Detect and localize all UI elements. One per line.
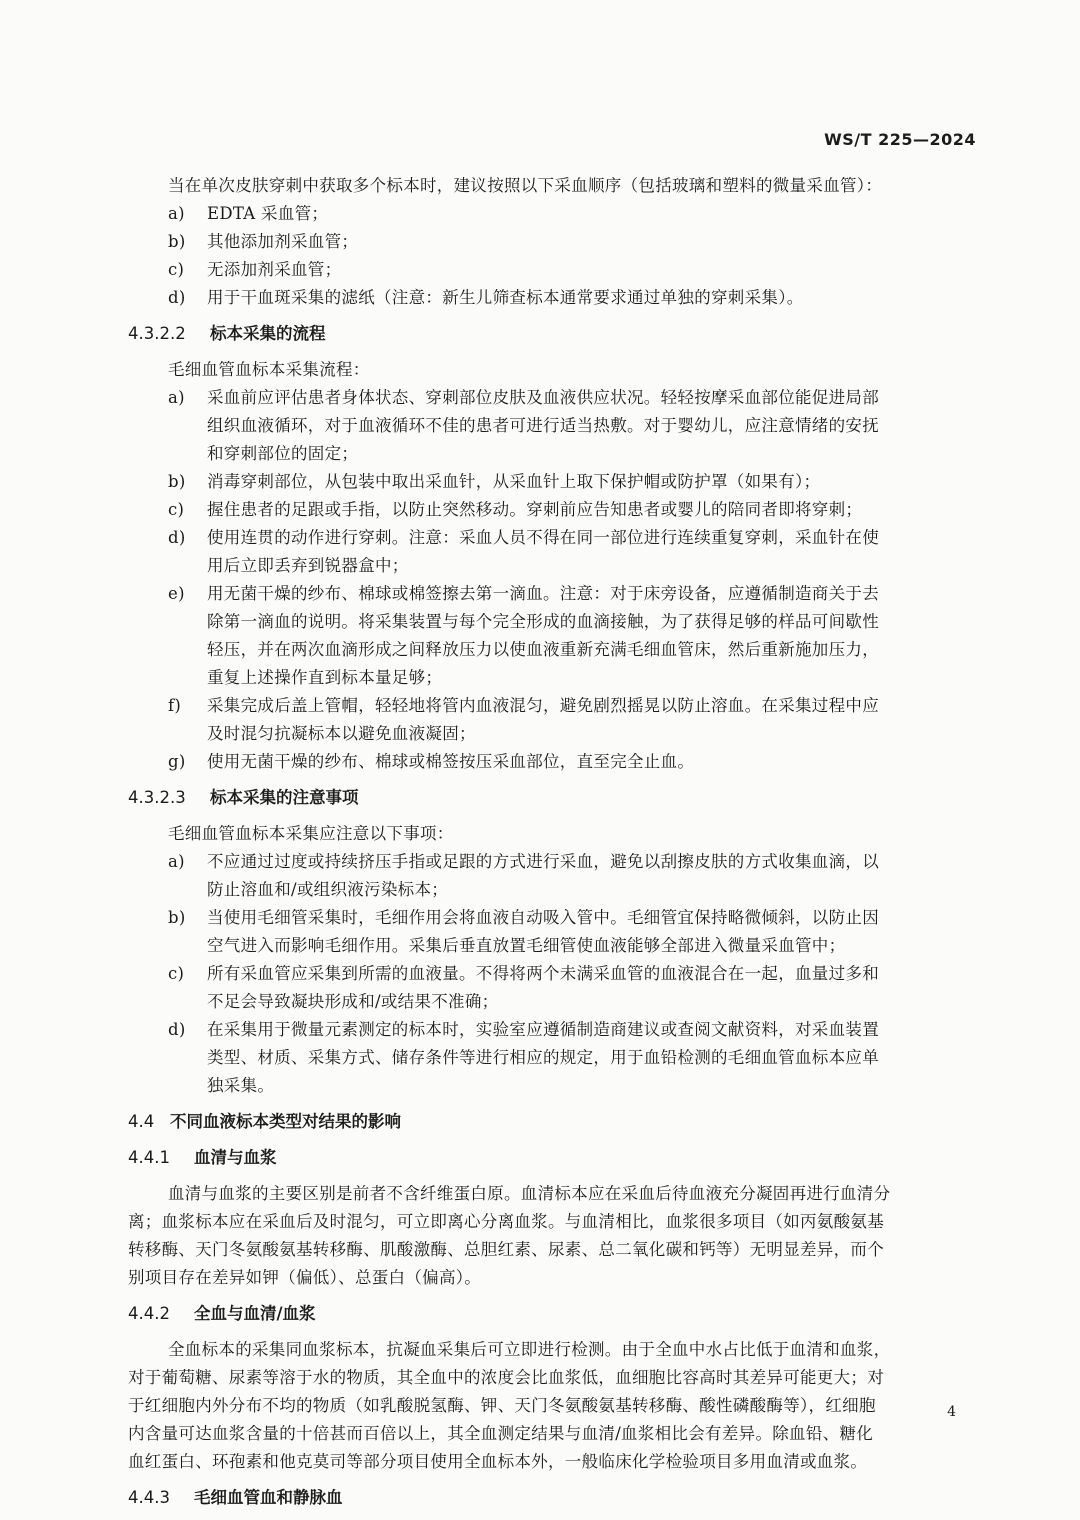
list-item-text: 所有采血管应采集到所需的血液量。不得将两个未满采血管的血液混合在一起，血量过多和 (207, 964, 879, 983)
section-heading (0, 1144, 1080, 1172)
list-item (0, 692, 1080, 720)
list-marker: d) (168, 528, 186, 547)
list-item-text: 使用连贯的动作进行穿刺。注意：采血人员不得在同一部位进行连续重复穿刺，采血针在使 (207, 528, 879, 547)
list-marker: c) (168, 260, 185, 279)
list-item-continuation: 和穿刺部位的固定； (207, 444, 359, 463)
list-item (0, 960, 1080, 988)
section-number: 4.4.1 (128, 1148, 170, 1167)
list-item (0, 496, 1080, 524)
list-item-continuation: 不足会导致凝块形成和/或结果不准确； (207, 992, 499, 1011)
paragraph-line: 内含量可达血浆含量的十倍甚而百倍以上，其全血测定结果与血清/血浆相比会有差异。除血铅、糖化 (128, 1424, 874, 1443)
list-marker: d) (168, 1020, 186, 1039)
paragraph-line: 转移酶、天门冬氨酸氨基转移酶、肌酸激酶、总胆红素、尿素、总二氧化碳和钙等）无明显差异，而个 (128, 1240, 884, 1259)
section-title: 全血与血清/血浆 (194, 1304, 316, 1323)
list-item-text: 使用无菌干燥的纱布、棉球或棉签按压采血部位，直至完全止血。 (207, 752, 695, 771)
list-marker: f) (168, 696, 182, 715)
intro-text: 当在单次皮肤穿刺中获取多个标本时，建议按照以下采血顺序（包括玻璃和塑料的微量采血管）： (168, 176, 883, 195)
list-item-continuation: 空气进入而影响毛细作用。采集后垂直放置毛细管使血液能够全部进入微量采血管中； (207, 936, 846, 955)
list-item-text: 当使用毛细管采集时，毛细作用会将血液自动吸入管中。毛细管宜保持略微倾斜，以防止因 (207, 908, 879, 927)
list-item-continuation: 防止溶血和/或组织液污染标本； (207, 880, 449, 899)
list-item-continuation: 除第一滴血的说明。将采集装置与每个完全形成的血滴接触，为了获得足够的样品可间歇性 (207, 612, 879, 631)
paragraph-line: 别项目存在差异如钾（偏低）、总蛋白（偏高）。 (128, 1268, 482, 1287)
list-item (0, 384, 1080, 412)
list-item-continuation: 轻压，并在两次血滴形成之间释放压力以使血液重新充满毛细血管床，然后重新施加压力， (207, 640, 879, 659)
list-item-text: 不应通过过度或持续挤压手指或足跟的方式进行采血，避免以刮擦皮肤的方式收集血滴，以 (207, 852, 879, 871)
list-item-text: 采集完成后盖上管帽，轻轻地将管内血液混匀，避免剧烈摇晃以防止溶血。在采集过程中应 (207, 696, 879, 715)
list-item-continuation: 类型、材质、采集方式、储存条件等进行相应的规定，用于血铅检测的毛细血管血标本应单 (207, 1048, 879, 1067)
section-title: 标本采集的流程 (210, 324, 326, 343)
list-marker: c) (168, 500, 185, 519)
section-intro: 毛细血管血标本采集应注意以下事项： (168, 824, 454, 843)
section-number: 4.3.2.2 (128, 324, 186, 343)
list-item-continuation: 用后立即丢弃到锐器盒中； (207, 556, 409, 575)
section-heading (0, 784, 1080, 812)
list-marker: a) (168, 852, 185, 871)
list-item-text: 采血前应评估患者身体状态、穿刺部位皮肤及血液供应状况。轻轻按摩采血部位能促进局部 (207, 388, 879, 407)
list-item-text: 其他添加剂采血管； (207, 232, 359, 251)
list-item (0, 468, 1080, 496)
section-number: 4.3.2.3 (128, 788, 186, 807)
list-marker: g) (168, 752, 186, 771)
paragraph-line: 对于葡萄糖、尿素等溶于水的物质，其全血中的浓度会比血浆低，血细胞比容高时其差异可能更大；对 (128, 1368, 884, 1387)
section-title: 血清与血浆 (194, 1148, 277, 1167)
list-item-text: 无添加剂采血管； (207, 260, 342, 279)
list-marker: b) (168, 908, 186, 927)
list-item-text: 用无菌干燥的纱布、棉球或棉签擦去第一滴血。注意：对于床旁设备，应遵循制造商关于去 (207, 584, 879, 603)
section-heading (0, 1484, 1080, 1512)
paragraph-line: 于红细胞内外分布不均的物质（如乳酸脱氢酶、钾、天门冬氨酸氨基转移酶、酸性磷酸酶等），红细胞 (128, 1396, 876, 1415)
list-marker: a) (168, 388, 185, 407)
paragraph-line: 离；血浆标本应在采血后及时混匀，可立即离心分离血浆。与血清相比，血浆很多项目（如丙氨酸氨基 (128, 1212, 884, 1231)
section-title: 毛细血管血和静脉血 (194, 1488, 343, 1507)
list-item (0, 284, 1080, 312)
list-marker: a) (168, 204, 185, 223)
paragraph-line: 血清与血浆的主要区别是前者不含纤维蛋白原。血清标本应在采血后待血液充分凝固再进行血清分 (168, 1184, 891, 1203)
section-number: 4.4.3 (128, 1488, 170, 1507)
list-marker: b) (168, 232, 186, 251)
list-marker: c) (168, 964, 185, 983)
list-item-text: EDTA 采血管； (207, 204, 329, 223)
section-title: 不同血液标本类型对结果的影响 (170, 1112, 401, 1131)
list-item (0, 200, 1080, 228)
page-number: 4 (947, 1404, 956, 1420)
list-item-text: 用于干血斑采集的滤纸（注意：新生儿筛查标本通常要求通过单独的穿刺采集）。 (207, 288, 804, 307)
list-item-continuation: 及时混匀抗凝标本以避免血液凝固； (207, 724, 476, 743)
list-item (0, 524, 1080, 552)
list-item (0, 848, 1080, 876)
section-heading (0, 320, 1080, 348)
list-item-continuation: 重复上述操作直到标本量足够； (207, 668, 443, 687)
list-marker: e) (168, 584, 185, 603)
list-item (0, 1016, 1080, 1044)
section-heading (0, 1108, 1080, 1136)
list-item-continuation: 独采集。 (207, 1076, 275, 1095)
document-code: WS/T 225—2024 (824, 130, 976, 149)
list-marker: d) (168, 288, 186, 307)
list-item (0, 904, 1080, 932)
list-item (0, 228, 1080, 256)
list-item (0, 256, 1080, 284)
section-number: 4.4.2 (128, 1304, 170, 1323)
list-item-text: 握住患者的足跟或手指，以防止突然移动。穿刺前应告知患者或婴儿的陪同者即将穿刺； (207, 500, 863, 519)
section-title: 标本采集的注意事项 (210, 788, 359, 807)
list-item (0, 748, 1080, 776)
list-item-text: 消毒穿刺部位，从包装中取出采血针，从采血针上取下保护帽或防护罩（如果有）； (207, 472, 821, 491)
section-intro: 毛细血管血标本采集流程： (168, 360, 370, 379)
list-item (0, 580, 1080, 608)
document-body (0, 172, 1080, 1520)
list-item-continuation: 组织血液循环，对于血液循环不佳的患者可进行适当热敷。对于婴幼儿，应注意情绪的安抚 (207, 416, 879, 435)
list-item-text: 在采集用于微量元素测定的标本时，实验室应遵循制造商建议或查阅文献资料，对采血装置 (207, 1020, 879, 1039)
paragraph-line: 血红蛋白、环孢素和他克莫司等部分项目使用全血标本外，一般临床化学检验项目多用血清或血浆。 (128, 1452, 868, 1471)
list-marker: b) (168, 472, 186, 491)
paragraph-line: 全血标本的采集同血浆标本，抗凝血采集后可立即进行检测。由于全血中水占比低于血清和血浆， (168, 1340, 891, 1359)
section-heading (0, 1300, 1080, 1328)
section-number: 4.4 (128, 1112, 155, 1131)
